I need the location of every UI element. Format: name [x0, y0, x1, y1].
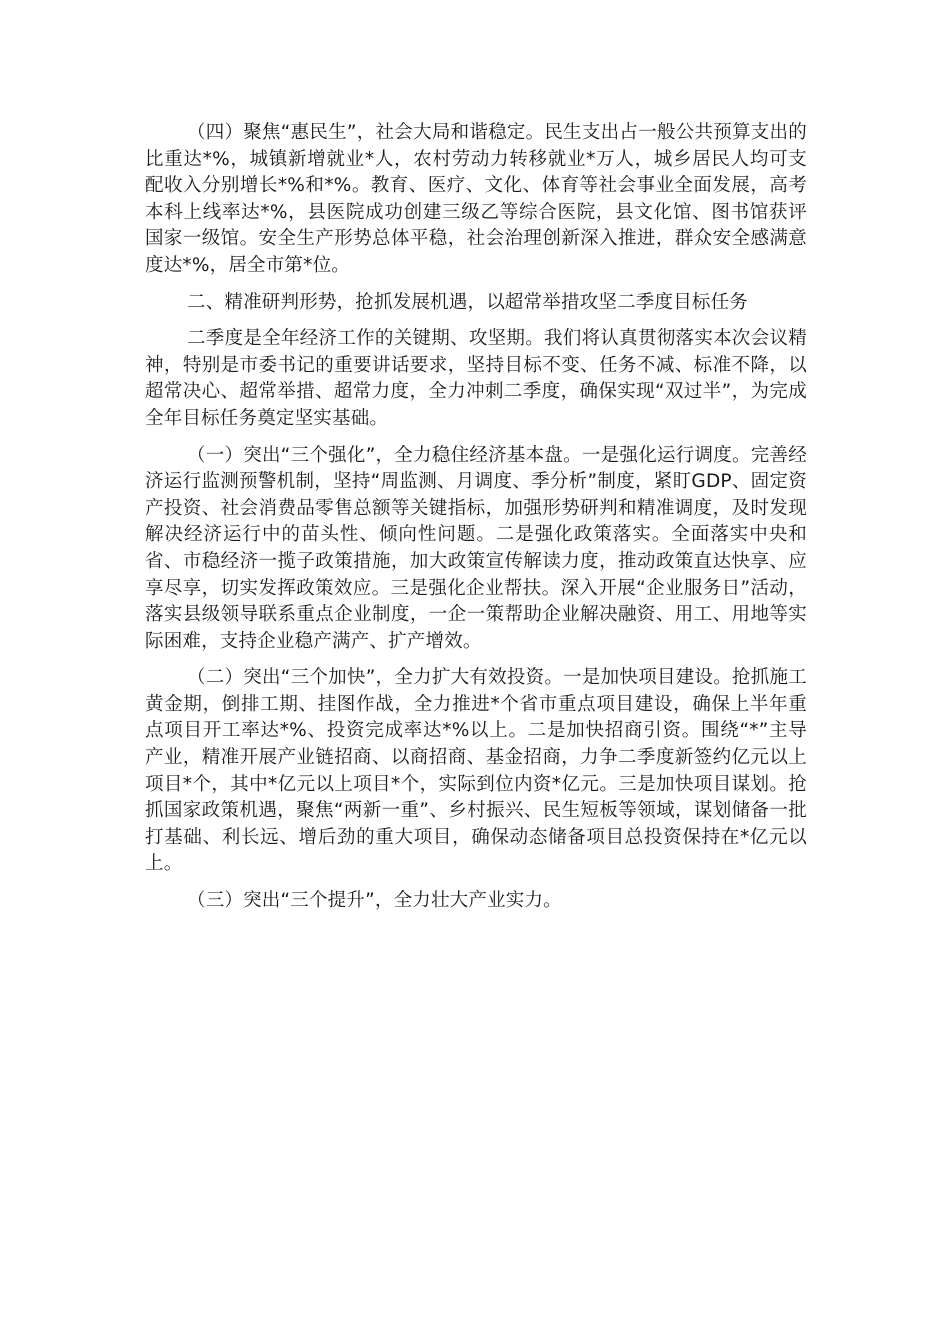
- paragraph-three-strengthen: （一）突出“三个强化”，全力稳住经济基本盘。一是强化运行调度。完善经济运行监测预警机制，坚持“周监测、月调度、季分析”制度，紧盯GDP、固定资产投资、社会消费品零售总额等关键指标，加强形势研判和精准调度，及时发现解决经济运行中的苗头性、倾向性问题。二是强化政策落实。全面落实中央和省、市稳经济一揽子政策措施，加大政策宣传解读力度，推动政策直达快享、应享尽享，切实发挥政策效应。三是强化企业帮扶。深入开展“企业服务日”活动，落实县级领导联系重点企业制度，一企一策帮助企业解决融资、用工、用地等实际困难，支持企业稳产满产、扩产增效。: [145, 444, 807, 652]
- paragraph-three-improve: （三）突出“三个提升”，全力壮大产业实力。: [187, 890, 562, 912]
- document-body: [145, 120, 807, 925]
- paragraph-second-quarter: 二季度是全年经济工作的关键期、攻坚期。我们将认真贯彻落实本次会议精神，特别是市委书记的重要讲话要求，坚持目标不变、任务不减、标准不降，以超常决心、超常举措、超常力度，全力冲刺二季度，确保实现“双过半”，为完成全年目标任务奠定坚实基础。: [145, 328, 807, 429]
- paragraph-three-accelerate: （二）突出“三个加快”，全力扩大有效投资。一是加快项目建设。抢抓施工黄金期，倒排工期、挂图作战，全力推进*个省市重点项目建设，确保上半年重点项目开工率达*%、投资完成率达*%以上。二是加快招商引资。围绕“*”主导产业，精准开展产业链招商、以商招商、基金招商，力争二季度新签约亿元以上项目*个，其中*亿元以上项目*个，实际到位内资*亿元。三是加快项目谋划。抢抓国家政策机遇，聚焦“两新一重”、乡村振兴、民生短板等领域，谋划储备一批打基础、利长远、增后劲的重大项目，确保动态储备项目总投资保持在*亿元以上。: [145, 667, 807, 875]
- section-heading-two: 二、精准研判形势，抢抓发展机遇，以超常举措攻坚二季度目标任务: [187, 291, 749, 313]
- paragraph-livelihood: （四）聚焦“惠民生”，社会大局和谐稳定。民生支出占一般公共预算支出的比重达*%，城镇新增就业*人，农村劳动力转移就业*万人，城乡居民人均可支配收入分别增长*%和*%。教育、医疗、文化、体育等社会事业全面发展，高考本科上线率达*%，县医院成功创建三级乙等综合医院，县文化馆、图书馆获评国家一级馆。安全生产形势总体平稳，社会治理创新深入推进，群众安全感满意度达*%，居全市第*位。: [145, 122, 807, 276]
